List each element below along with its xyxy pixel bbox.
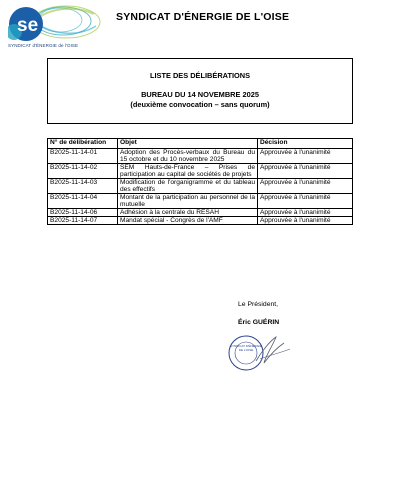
header-number: N° de délibération bbox=[48, 139, 118, 149]
title-box bbox=[47, 58, 353, 124]
row-objet: Adhésion à la centrale du RESAH bbox=[118, 209, 258, 217]
official-stamp bbox=[226, 333, 296, 373]
row-number: B2025-11-14-04 bbox=[48, 194, 118, 209]
header-decision: Décision bbox=[258, 139, 353, 149]
row-objet: Modification de l'organigramme et du tableau des effectifs bbox=[118, 179, 258, 194]
logo-letters: se bbox=[17, 15, 39, 36]
signatory-role: Le Président, bbox=[238, 301, 279, 308]
table-row bbox=[48, 209, 353, 217]
meeting-note: (deuxième convocation – sans quorum) bbox=[130, 100, 270, 109]
table-header-row bbox=[48, 139, 353, 149]
logo-caption: SYNDICAT d'ÉNERGIE de l'OISE bbox=[8, 43, 79, 48]
table-row bbox=[48, 194, 353, 209]
stamp-text: SYNDICAT D'ÉNERGIE DE L'OISE bbox=[230, 344, 262, 352]
row-decision: Approuvée à l'unanimité bbox=[258, 217, 353, 225]
row-decision: Approuvée à l'unanimité bbox=[258, 149, 353, 164]
row-objet: SEM Hauts-de-France – Prises de participation au capital de sociétés de projets bbox=[118, 164, 258, 179]
row-number: B2025-11-14-01 bbox=[48, 149, 118, 164]
row-decision: Approuvée à l'unanimité bbox=[258, 179, 353, 194]
row-objet: Montant de la participation au personnel de la mutuelle bbox=[118, 194, 258, 209]
row-number: B2025-11-14-02 bbox=[48, 164, 118, 179]
row-number: B2025-11-14-07 bbox=[48, 217, 118, 225]
table-row bbox=[48, 217, 353, 225]
stamp-and-signature-graphic bbox=[226, 333, 296, 373]
table-row bbox=[48, 149, 353, 164]
row-decision: Approuvée à l'unanimité bbox=[258, 164, 353, 179]
row-objet: Mandat spécial - Congrès de l'AMF bbox=[118, 217, 258, 225]
document-title: LISTE DES DÉLIBÉRATIONS bbox=[149, 71, 251, 80]
row-number: B2025-11-14-03 bbox=[48, 179, 118, 194]
header-objet: Objet bbox=[118, 139, 258, 149]
signatory-name: Éric GUÉRIN bbox=[238, 319, 280, 326]
table-row bbox=[48, 164, 353, 179]
seo-logo-graphic bbox=[8, 4, 104, 44]
row-number: B2025-11-14-06 bbox=[48, 209, 118, 217]
row-decision: Approuvée à l'unanimité bbox=[258, 209, 353, 217]
row-decision: Approuvée à l'unanimité bbox=[258, 194, 353, 209]
meeting-date: BUREAU DU 14 NOVEMBRE 2025 bbox=[141, 90, 259, 99]
table-row bbox=[48, 179, 353, 194]
seo-logo bbox=[8, 4, 104, 50]
organization-name: SYNDICAT D'ÉNERGIE DE L'OISE bbox=[116, 11, 290, 23]
deliberations-table bbox=[47, 138, 353, 225]
row-objet: Adoption des Procès-verbaux du Bureau du 15 octobre et du 10 novembre 2025 bbox=[118, 149, 258, 164]
